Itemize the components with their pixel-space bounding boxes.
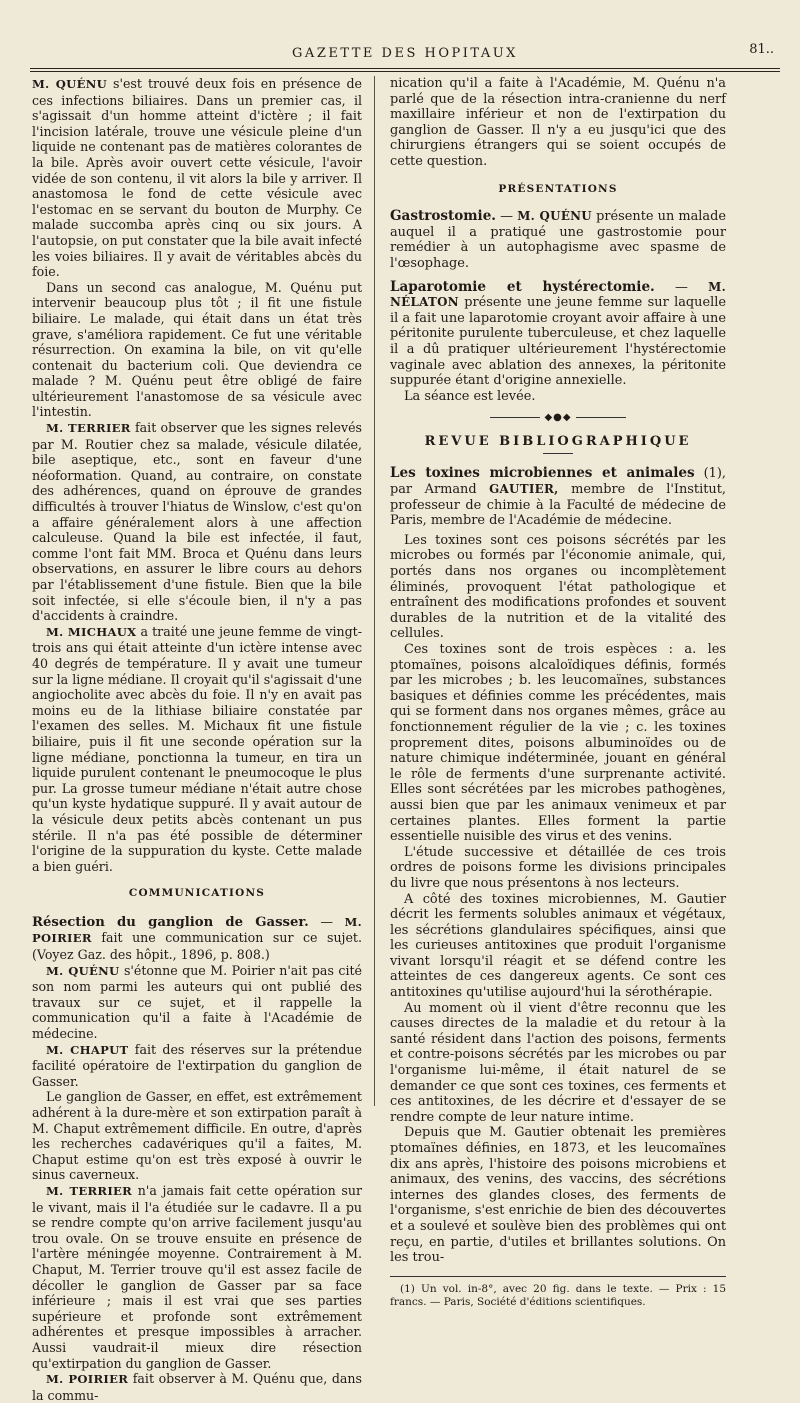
- book-title: Les toxines microbiennes et animales: [390, 465, 695, 482]
- book-description: membre de l'Institut, professeur de chimie à la Faculté de médecine de Paris, membre de l'Académie de médecine.: [390, 482, 726, 529]
- speaker-name: M. QUÉNU: [32, 77, 107, 91]
- speaker-name: M. TERRIER: [46, 421, 131, 436]
- paragraph-text: n'a jamais fait cette opération sur le vivant, mais il l'a étudiée sur le cadavre. Il a pu se rendre compte qu'on arrive facilement jusqu'au trou ovale. On se trouve ensuite en présence de l'artère méningée moyenne. Contrairement à M. Chaput, M. Terrier trouve qu'il est assez facile de décoller le ganglion de Gasser par sa face inférieure ; mais il est vrai que ses parties supérieure et profonde sont extrêmement adhérentes et presque impossibles à arracher. Aussi vaudrait-il mieux dire résection qu'extirpation du ganglion de Gasser.: [32, 1182, 362, 1371]
- speaker-name: M. QUÉNU: [517, 209, 592, 224]
- closing-line: La séance est levée.: [404, 388, 536, 404]
- paragraph-text: s'étonne que M. Poirier n'ait pas cité son nom parmi les auteurs qui ont publié des travaux sur ce sujet, et il rappelle la communication qu'il a faite à l'Académie de médecine.: [32, 962, 362, 1042]
- paragraph: [32, 76, 362, 280]
- paragraph: [32, 1183, 362, 1371]
- page-number: 81..: [749, 42, 774, 57]
- article-heading: Gastrostomie.: [390, 208, 497, 225]
- paragraph: [32, 963, 362, 1042]
- header-rule: [30, 68, 780, 72]
- paragraph-text: fait observer à M. Quénu que, dans la commu-: [32, 1371, 362, 1403]
- paragraph: A côté des toxines microbiennes, M. Gautier décrit les ferments solubles animaux et végétaux, les sécrétions glandulaires spécifiques, ainsi que les curieuses antitoxines que produit l'organisme vivant lorsqu'il réagit et se défend contre les atteintes de ces dangereux agents. Ce sont ces antitoxines qu'utilise aujourd'hui la sérothérapie.: [390, 891, 726, 1001]
- section-title-communications: COMMUNICATIONS: [128, 887, 266, 900]
- book-entry: [390, 466, 726, 528]
- ornament-divider: ◆●◆: [390, 410, 726, 426]
- paragraph: Laparotomie et hystérectomie. — M. NÉLATON présente une jeune femme sur laquelle il a fait une laparotomie croyant avoir affaire à une péritonite purulente tuberculeuse, et chez laquelle il a dû pratiquer ultérieurement l'hystérectomie vaginale avec ablation des annexes, la péritonite suppurée étant d'origine annexielle.: [390, 278, 726, 389]
- paragraph: Gastrostomie. — M. QUÉNU présente un malade auquel il a pratiqué une gastrostomie pour remédier à un autophagisme avec spasme de l'œsophage.: [390, 208, 726, 271]
- section-title-presentations: PRÉSENTATIONS: [498, 182, 618, 195]
- right-column: [390, 76, 726, 1309]
- speaker-name: M. POIRIER: [32, 914, 362, 946]
- paragraph-text: a traité une jeune femme de vingt-trois ans qui était atteinte d'un ictère intense avec 40 degrés de température. Il y avait une tumeur sur la ligne médiane. Il croyait qu'il s'agissait d'une angiocholite avec abcès du foie. Il n'y en avait pas moins eu de la lithiase biliaire constatée par l'examen des selles. M. Michaux fit une fistule biliaire, puis il fit une seconde opération sur la ligne médiane, ponctionna la tumeur, en tira un liquide purulent contenant le pneumocoque le plus pur. La grosse tumeur médiane n'était autre chose qu'un kyste hydatique suppuré. Il y avait autour de la vésicule deux petits abcès contenant un pus stérile. Il n'a pas été possible de déterminer l'origine de la suppuration du kyste. Cette malade a bien guéri.: [32, 623, 362, 874]
- speaker-name: M. QUÉNU: [46, 963, 120, 978]
- paragraph: [32, 1042, 362, 1090]
- article-heading: Résection du ganglion de Gasser.: [32, 914, 309, 930]
- article-heading: Laparotomie et hystérectomie.: [390, 278, 655, 295]
- paragraph: Les toxines sont ces poisons sécrétés par les microbes ou formés par l'économie animale, qui, portés dans nos organes ou incomplètement éliminés, provoquent l'état pathologique et entraînent des modifications profondes et souvent durables de la nutrition et de la vitalité des cellules.: [390, 532, 726, 642]
- footnote-rule: [390, 1276, 726, 1277]
- section-title-revue: REVUE BIBLIOGRAPHIQUE: [424, 433, 692, 449]
- paragraph: Le ganglion de Gasser, en effet, est extrêmement adhérent à la dure-mère et son extirpation paraît à M. Chaput extrêmement difficile. En outre, d'après les recherches cadavériques qu'il a faites, M. Chaput estime qu'on est très exposé à ouvrir le sinus caverneux.: [32, 1089, 362, 1183]
- paragraph: Dans un second cas analogue, M. Quénu put intervenir beaucoup plus tôt ; il fit une fistule biliaire. Le malade, qui était dans un état très grave, s'améliora rapidement. Ce fut une véritable résurrection. On examina la bile, on vit qu'elle contenait du bacterium coli. Que deviendra ce malade ? M. Quénu peut être obligé de faire ultérieurement l'anastomose de sa vésicule avec l'intestin.: [32, 279, 362, 420]
- paragraph-text: fait observer que les signes relevés par M. Routier chez sa malade, vésicule dilatée, bile aseptique, etc., sont en faveur d'une néoformation. Quand, au contraire, on constate des adhérences, quand on éprouve de grandes difficultés à trouver l'hiatus de Winslow, c'est qu'on a affaire généralement alors à une affection calculeuse. Quand la bile est infectée, il faut, comme l'ont fait MM. Broca et Quénu dans leurs observations, en assurer le libre cours au dehors par l'établissement d'une fistule. Bien que la bile soit infectée, si elle s'écoule bien, il n'y a pas d'accidents à craindre.: [32, 420, 362, 624]
- paragraph: L'étude successive et détaillée de ces trois ordres de poisons forme les divisions principales du livre que nous présentons à nos lecteurs.: [390, 844, 726, 891]
- short-rule: [543, 453, 573, 454]
- speaker-name: M. CHAPUT: [46, 1042, 129, 1057]
- column-divider: [374, 76, 375, 1106]
- paragraph: Depuis que M. Gautier obtenait les premières ptomaïnes définies, en 1873, et les leucomaïnes dix ans après, l'histoire des poisons microbiens et animaux, des venins, des vaccins, des sécrétions internes des glandes closes, des ferments de l'organisme, s'est enrichie de bien des découvertes et a soulevé et soulève bien des problèmes qui ont reçu, en partie, d'utiles et brillantes solutions. On les trou-: [390, 1125, 726, 1266]
- paragraph: Résection du ganglion de Gasser. — M. POIRIER fait une communication sur ce sujet. (Voyez Gaz. des hôpit., 1896, p. 808.): [32, 913, 362, 963]
- paragraph: Ces toxines sont de trois espèces : a. les ptomaïnes, poisons alcaloïdiques définis, formés par les microbes ; b. les leucomaïnes, substances basiques et définies comme les précédentes, mais qui se forment dans nos organes mêmes, grâce au fonctionnement régulier de la vie ; c. les toxines proprement dites, poisons albuminoïdes ou de nature chimique indéterminée, jouant en général le rôle de ferments d'une surprenante activité. Elles sont sécrétées par les microbes pathogènes, aussi bien que par les animaux venimeux et par certaines plantes. Elles forment la partie essentielle nuisible des virus et des venins.: [390, 642, 726, 845]
- paragraph: nication qu'il a faite à l'Académie, M. Quénu n'a parlé que de la résection intra-cranienne du nerf maxillaire inférieur et non de l'extirpation du ganglion de Gasser. Il n'y a eu jusqu'ici que des chirurgiens étrangers qui se soient occupés de cette question.: [390, 76, 726, 169]
- paragraph-text: présente une jeune femme sur laquelle il a fait une laparotomie croyant avoir affaire à une péritonite purulente tuberculeuse, et chez laquelle il a dû pratiquer ultérieurement l'hystérectomie vaginale avec ablation des annexes, la péritonite suppurée étant d'origine annexielle.: [390, 295, 726, 389]
- paragraph: [32, 1371, 362, 1403]
- paragraph: [32, 420, 362, 624]
- footnote: (1) Un vol. in-8°, avec 20 fig. dans le texte. — Prix : 15 francs. — Paris, Société d'éditions scientifiques.: [390, 1282, 726, 1308]
- paragraph-text: fait une communication sur ce sujet. (Voyez Gaz. des hôpit., 1896, p. 808.): [32, 930, 362, 963]
- speaker-name: M. TERRIER: [46, 1183, 133, 1198]
- speaker-name: M. NÉLATON: [390, 279, 726, 310]
- book-author: GAUTIER,: [489, 482, 559, 497]
- paragraph: [32, 624, 362, 875]
- journal-title: GAZETTE DES HOPITAUX: [292, 46, 518, 61]
- left-column: [32, 76, 362, 1403]
- paragraph-text: présente un malade auquel il a pratiqué une gastrostomie pour remédier à un autophagisme avec spasme de l'œsophage.: [390, 209, 726, 271]
- speaker-name: M. MICHAUX: [46, 624, 137, 639]
- book-author-line: par Armand: [390, 482, 477, 498]
- paragraph-text: fait des réserves sur la prétendue facilité opératoire de l'extirpation du ganglion de Gasser.: [32, 1041, 362, 1089]
- page-header: [30, 40, 780, 70]
- speaker-name: M. POIRIER: [46, 1372, 129, 1387]
- paragraph: Au moment où il vient d'être reconnu que les causes directes de la maladie et du retour à la santé résident dans l'action des poisons, ferments et contre-poisons sécrétés par les microbes ou par l'organisme lui-même, il était naturel de se demander ce que sont ces toxines, ces ferments et ces antitoxines, de les décrire et d'essayer de se rendre compte de leur nature intime.: [390, 1000, 726, 1125]
- paragraph-text: s'est trouvé deux fois en présence de ces infections biliaires. Dans un premier cas, il s'agissait d'un homme atteint d'ictère ; il fait l'incision latérale, trouve une vésicule pleine d'un liquide ne contenant pas de matières colorantes de la bile. Après avoir ouvert cette vésicule, l'avoir vidée de son contenu, il vit alors la bile y arriver. Il anastomosa le fond de cette vésicule avec l'estomac en se servant du bouton de Murphy. Ce malade succomba après cinq ou six jours. A l'autopsie, on put constater que la bile avait infecté les voies biliaires. Il y avait de véritables abcès du foie.: [32, 76, 362, 280]
- footnote-mark: (1),: [703, 466, 726, 482]
